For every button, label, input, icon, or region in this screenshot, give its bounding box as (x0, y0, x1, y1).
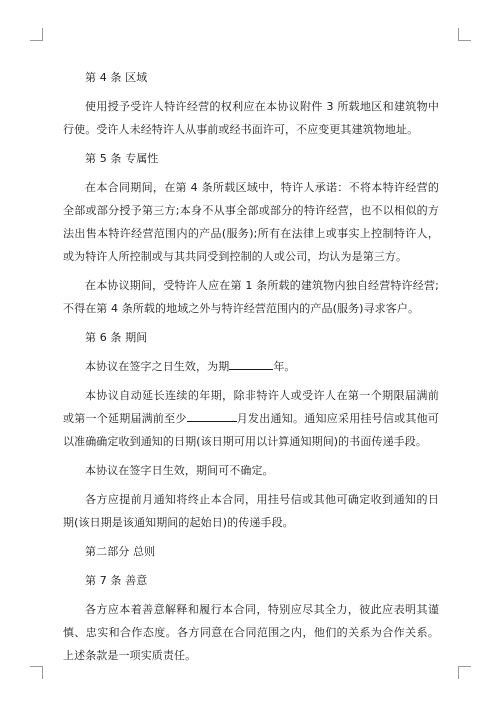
article-6-paragraph-2-text-b: 月发出通知。通知应采用挂号信或其他可以准确确定收到通知的日期(该日期可用以计算通知期间)的书面传递手段。 (63, 412, 439, 448)
crop-mark-top-left (30, 28, 43, 41)
article-6-paragraph-1 (63, 355, 439, 378)
article-6-paragraph-2 (63, 384, 439, 453)
article-6-paragraph-2-text-a: 本协议自动延长连续的年期，除非特许人或受许人在第一个期限届满前或第一个延期届满前至少 (63, 389, 439, 425)
article-5-paragraph-1: 在本合同期间，在第 4 条所载区域中，特许人承诺：不将本特许经营的全部或部分授予第三方;本身不从事全部或部分的特许经营，也不以相似的方法出售本特许经营范围内的产品(服务);所有在法律上或事实上控制特许人，或为特许人所控制或与其共同受到控制的人或公司，均认为是第三方。 (63, 181, 439, 263)
notice-months-blank (187, 408, 237, 422)
article-6-paragraph-3: 本协议在签字日生效，期间可不确定。 (85, 464, 274, 477)
article-6-paragraph-1-text-b: 年。 (273, 360, 296, 373)
crop-mark-bottom-right (458, 666, 471, 679)
article-5-heading: 第 5 条 专属性 (85, 152, 159, 165)
article-4-heading: 第 4 条 区域 (85, 71, 148, 84)
article-6-paragraph-1-text-a: 本协议在签字之日生效，为期 (85, 360, 230, 373)
article-6-heading: 第 6 条 期间 (85, 331, 148, 344)
part-2-heading: 第二部分 总则 (85, 545, 156, 558)
article-7-paragraph: 各方应本着善意解释和履行本合同，特别应尽其全力，彼此应表明其谨慎、忠实和合作态度。各方同意在合同范围之内，他们的关系为合作关系。上述条款是一项实质责任。 (63, 603, 439, 662)
article-6-paragraph-4: 各方应提前月通知将终止本合同，用挂号信或其他可确定收到通知的日期(该日期是该通知期间的起始日)的传递手段。 (63, 493, 439, 529)
crop-mark-top-right (458, 28, 471, 41)
article-5-paragraph-2: 在本协议期间，受特许人应在第 1 条所载的建筑物内独自经营特许经营;不得在第 4 条所载的地域之外与特许经营范围内的产品(服务)寻求客户。 (63, 279, 439, 315)
article-4-paragraph: 使用授予受许人特许经营的权利应在本协议附件 3 所载地区和建筑物中行使。受许人未经特许人从事前或经书面许可，不应变更其建筑物地址。 (63, 100, 439, 136)
term-years-blank (229, 356, 273, 370)
document-body (63, 66, 439, 673)
crop-mark-bottom-left (30, 666, 43, 679)
article-7-heading: 第 7 条 善意 (85, 574, 148, 587)
